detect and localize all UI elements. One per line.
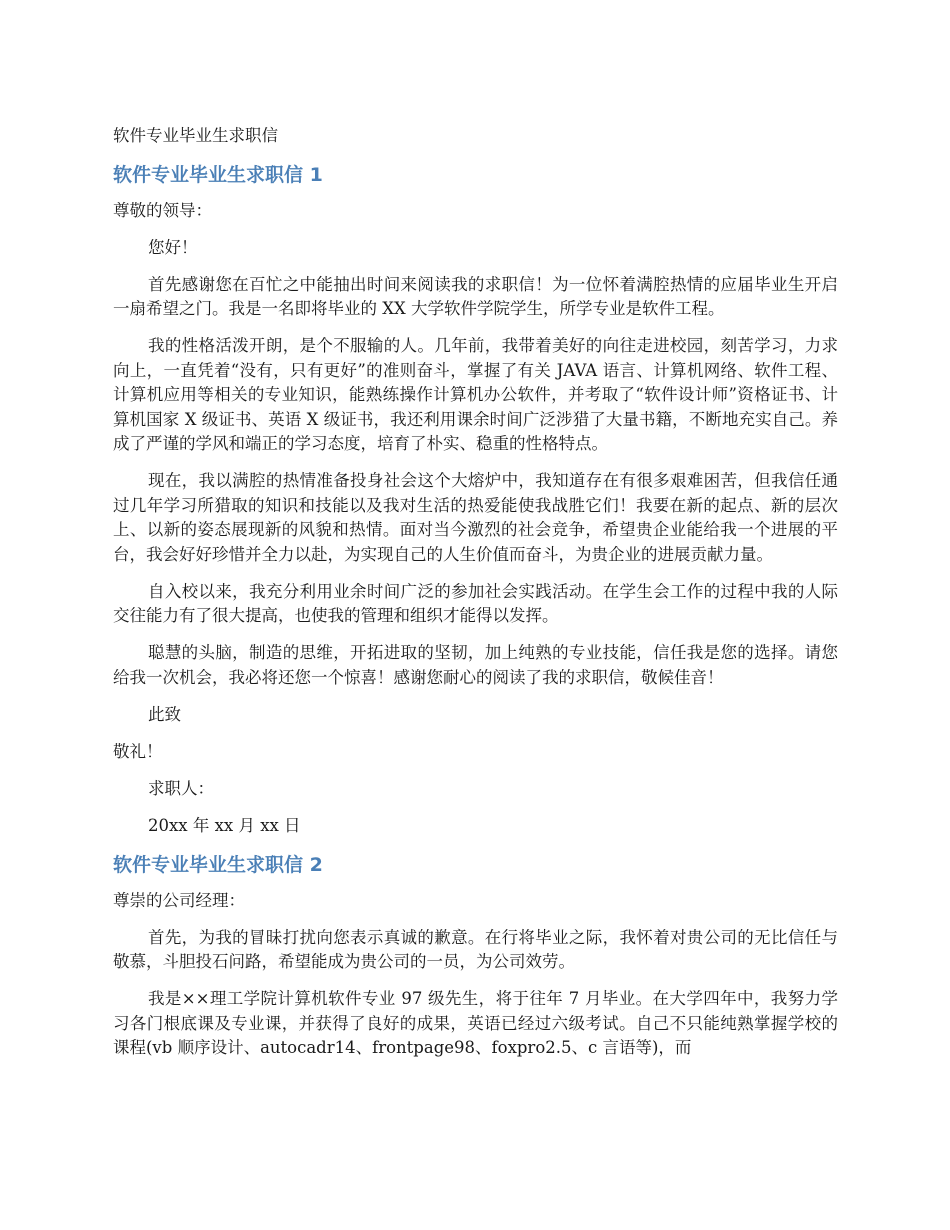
letter-2-heading: 软件专业毕业生求职信 2 (113, 853, 323, 876)
letter-1-paragraph: 我的性格活泼开朗，是个不服输的人。几年前，我带着美好的向往走进校园，刻苦学习，力求向上，一直凭着“没有，只有更好”的准则奋斗，掌握了有关 JAVA 语言、计算机网络、软件工程、计算机应用等相关的专业知识，能熟练操作计算机办公软件，并考取了“软件设计师”资格证书、计算机国家 X 级证书、英语 X 级证书，我还利用课余时间广泛涉猎了大量书籍，不断地充实自己。养成了严谨的学风和端正的学习态度，培育了朴实、稳重的性格特点。 (113, 336, 838, 453)
letter-1-paragraph: 首先感谢您在百忙之中能抽出时间来阅读我的求职信！为一位怀着满腔热情的应届毕业生开启一扇希望之门。我是一名即将毕业的 XX 大学软件学院学生，所学专业是软件工程。 (113, 274, 838, 318)
letter-1-closing: 此致 (148, 704, 181, 724)
letter-1-date: 20xx 年 xx 月 xx 日 (148, 815, 301, 835)
letter-2-paragraph: 首先，为我的冒昧打扰向您表示真诚的歉意。在行将毕业之际，我怀着对贵公司的无比信任与敬慕，斗胆投石问路，希望能成为贵公司的一员，为公司效劳。 (113, 927, 838, 971)
letter-1-paragraph: 聪慧的头脑，制造的思维，开拓进取的坚韧，加上纯熟的专业技能，信任我是您的选择。请您给我一次机会，我必将还您一个惊喜！感谢您耐心的阅读了我的求职信，敬候佳音！ (113, 643, 838, 687)
letter-1-regards: 敬礼！ (113, 741, 163, 761)
document-body (113, 124, 838, 1073)
letter-1-salutation: 尊敬的领导： (113, 200, 212, 220)
letter-2-paragraph: 我是××理工学院计算机软件专业 97 级先生，将于往年 7 月毕业。在大学四年中，我努力学习各门根底课及专业课，并获得了良好的成果，英语已经过六级考试。自己不只能纯熟掌握学校的课程(vb 顺序设计、autocadr14、frontpage98、foxpro2.5、c 言语等)，而 (113, 989, 838, 1057)
letter-1-paragraph: 现在，我以满腔的热情准备投身社会这个大熔炉中，我知道存在有很多艰难困苦，但我信任通过几年学习所猎取的知识和技能以及我对生活的热爱能使我战胜它们！我要在新的起点、新的层次上、以新的姿态展现新的风貌和热情。面对当今激烈的社会竞争，希望贵企业能给我一个进展的平台，我会好好珍惜并全力以赴，为实现自己的人生价值而奋斗，为贵企业的进展贡献力量。 (113, 471, 838, 564)
letter-1-heading: 软件专业毕业生求职信 1 (113, 163, 323, 186)
letter-1-signer: 求职人： (148, 778, 214, 798)
letter-1-paragraph: 自入校以来，我充分利用业余时间广泛的参加社会实践活动。在学生会工作的过程中我的人际交往能力有了很大提高，也使我的管理和组织才能得以发挥。 (113, 581, 838, 625)
letter-1-greeting: 您好！ (148, 237, 198, 257)
document-title: 软件专业毕业生求职信 (113, 126, 278, 145)
letter-2-salutation: 尊崇的公司经理： (113, 890, 245, 910)
